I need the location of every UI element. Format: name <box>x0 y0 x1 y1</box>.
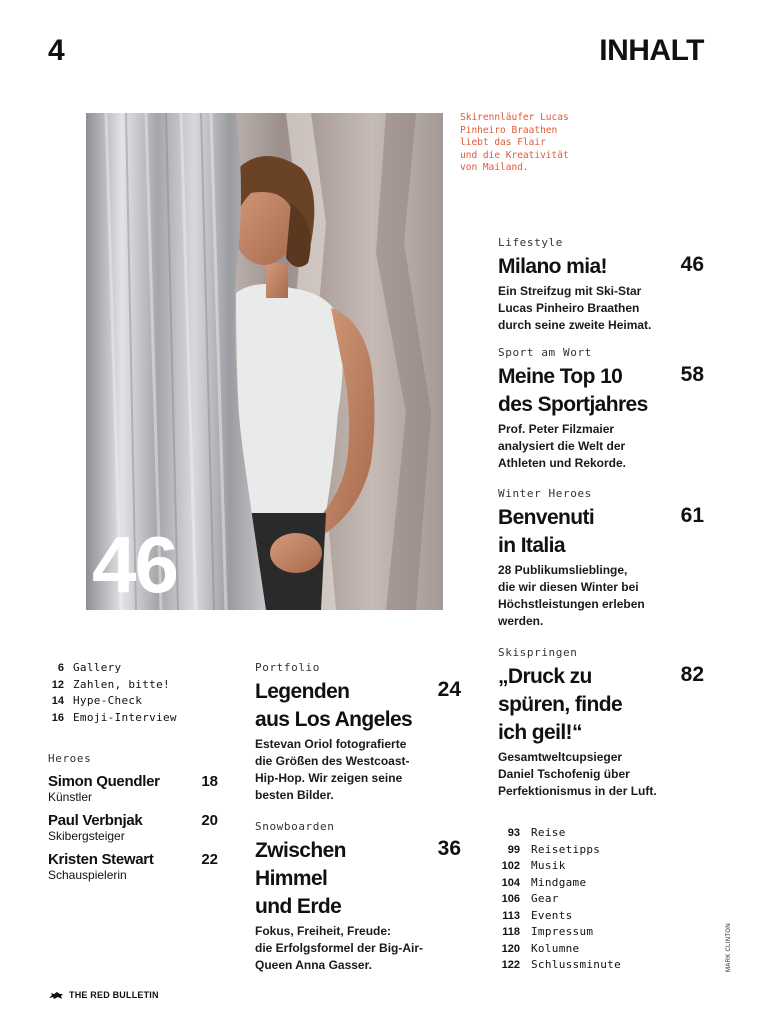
list-item-label: Gallery <box>73 661 122 674</box>
article-headline: ich geil!“ <box>498 721 582 744</box>
caption-line: Pinheiro Braathen <box>460 124 558 136</box>
list-item[interactable] <box>498 825 621 842</box>
article-headline: des Sportjahres <box>498 393 648 416</box>
caption-line: Skirennläufer Lucas <box>460 112 569 123</box>
article-desc-line: besten Bilder. <box>255 788 334 802</box>
article-headline: und Erde <box>255 895 342 918</box>
article-page-number: 36 <box>437 837 461 860</box>
article-kicker: Lifestyle <box>498 236 564 249</box>
article-lifestyle[interactable] <box>498 236 708 334</box>
hero-name: Simon Quendler <box>48 773 160 790</box>
article-desc-line: Prof. Peter Filzmaier <box>498 422 615 436</box>
list-item-label: Mindgame <box>531 875 587 889</box>
list-item-label: Reise <box>531 826 566 839</box>
article-desc-line: Fokus, Freiheit, Freude: <box>255 924 392 938</box>
article-desc-line: 28 Publikumslieblinge, <box>498 563 628 577</box>
hero-item[interactable] <box>48 773 218 804</box>
article-kicker: Sport am Wort <box>498 346 592 359</box>
hero-item[interactable] <box>48 851 218 882</box>
list-item-number: 120 <box>501 942 520 955</box>
article-kicker: Portfolio <box>255 661 321 674</box>
article-headline: „Druck zu <box>498 665 592 688</box>
article-desc-line: die Größen des Westcoast- <box>255 754 410 768</box>
list-item-label: Emoji-Interview <box>73 710 177 724</box>
hero-page-number: 22 <box>201 851 218 868</box>
article-headline: Legenden <box>255 680 350 703</box>
photo-credit-text: MARK CLINTON <box>726 923 732 972</box>
list-item-number: 16 <box>51 711 64 724</box>
list-item-number: 93 <box>507 827 520 839</box>
article-desc-line: Estevan Oriol fotografierte <box>255 737 407 751</box>
article-desc-line: analysiert die Welt der <box>498 439 626 453</box>
caption-line: liebt das Flair <box>460 137 546 148</box>
article-headline: in Italia <box>498 534 565 557</box>
article-desc-line: die Erfolgsformel der Big-Air- <box>255 941 424 955</box>
hero-role: Schauspielerin <box>48 868 127 882</box>
photo-page-number: 46 <box>92 520 177 609</box>
hero-name: Kristen Stewart <box>48 851 154 868</box>
caption-line: von Mailand. <box>460 162 529 173</box>
photo-caption <box>460 112 600 175</box>
hero-page-number: 20 <box>201 812 218 829</box>
section-title: INHALT <box>599 34 704 67</box>
article-skispringen[interactable] <box>498 646 708 800</box>
hero-role: Künstler <box>48 790 93 804</box>
article-desc-line: die wir diesen Winter bei <box>498 580 639 594</box>
heroes-kicker: Heroes <box>48 752 92 765</box>
article-desc-line: Perfektionismus in der Luft. <box>498 784 657 798</box>
article-snowboarden[interactable] <box>255 820 465 974</box>
departments-list <box>48 660 177 726</box>
article-desc-line: werden. <box>498 614 544 628</box>
list-item[interactable] <box>48 677 177 694</box>
list-item-label: Gear <box>531 892 559 905</box>
list-item-number: 104 <box>501 876 520 889</box>
article-kicker: Skispringen <box>498 646 578 659</box>
hero-item[interactable] <box>48 812 218 843</box>
list-item[interactable] <box>498 842 621 859</box>
list-item-label: Impressum <box>531 925 594 938</box>
hero-role: Skibergsteiger <box>48 829 125 843</box>
article-kicker: Snowboarden <box>255 820 335 833</box>
article-headline: aus Los Angeles <box>255 708 413 731</box>
article-sport-am-wort[interactable] <box>498 346 708 472</box>
footer-brand <box>48 990 159 1000</box>
list-item[interactable] <box>498 924 621 941</box>
article-desc-line: durch seine zweite Heimat. <box>498 318 652 332</box>
list-item-number: 106 <box>501 893 520 905</box>
article-portfolio[interactable] <box>255 661 465 804</box>
list-item[interactable] <box>498 941 621 958</box>
article-headline: spüren, finde <box>498 693 623 716</box>
article-kicker: Winter Heroes <box>498 487 592 500</box>
list-item-label: Reisetipps <box>531 842 601 856</box>
list-item-number: 113 <box>502 909 520 922</box>
article-headline: Milano mia! <box>498 255 607 278</box>
list-item-number: 118 <box>502 926 520 938</box>
list-item-number: 122 <box>501 959 520 971</box>
list-item[interactable] <box>48 693 177 710</box>
list-item-label: Musik <box>531 859 566 872</box>
list-item-number: 99 <box>507 843 520 856</box>
list-item-number: 102 <box>501 860 520 872</box>
sections-list <box>498 825 621 974</box>
list-item[interactable] <box>498 957 621 974</box>
article-headline: Zwischen <box>255 839 346 862</box>
list-item[interactable] <box>498 875 621 892</box>
list-item[interactable] <box>48 710 177 727</box>
hero-name: Paul Verbnjak <box>48 812 143 829</box>
list-item-label: Hype-Check <box>73 694 143 707</box>
article-page-number: 24 <box>437 678 461 701</box>
article-page-number: 58 <box>680 363 704 386</box>
list-item-label: Zahlen, bitte! <box>73 677 170 691</box>
photo-credit <box>726 910 738 972</box>
article-page-number: 46 <box>680 253 704 276</box>
article-headline: Himmel <box>255 867 328 890</box>
article-headline: Meine Top 10 <box>498 365 623 388</box>
article-desc-line: Gesamtweltcupsieger <box>498 750 623 764</box>
article-desc-line: Lucas Pinheiro Braathen <box>498 301 640 315</box>
list-item[interactable] <box>498 908 621 925</box>
caption-line: und die Kreativität <box>460 149 569 161</box>
article-page-number: 82 <box>680 663 704 686</box>
article-headline: Benvenuti <box>498 506 595 529</box>
list-item[interactable] <box>498 891 621 908</box>
page-number: 4 <box>48 34 65 67</box>
article-desc-line: Hip-Hop. Wir zeigen seine <box>255 771 403 785</box>
article-desc-line: Höchstleistungen erleben <box>498 597 645 611</box>
article-desc-line: Daniel Tschofenig über <box>498 767 630 781</box>
article-desc-line: Queen Anna Gasser. <box>255 958 372 972</box>
article-winter-heroes[interactable] <box>498 487 708 630</box>
article-page-number: 61 <box>680 504 704 527</box>
footer-brand-name: THE RED BULLETIN <box>69 990 159 1000</box>
hero-page-number: 18 <box>201 773 218 790</box>
list-item[interactable] <box>48 660 177 677</box>
list-item-label: Kolumne <box>531 941 580 955</box>
list-item[interactable] <box>498 858 621 875</box>
article-desc-line: Ein Streifzug mit Ski-Star <box>498 284 642 298</box>
article-desc-line: Athleten und Rekorde. <box>498 456 627 470</box>
heroes-section <box>48 752 218 882</box>
list-item-number: 14 <box>51 695 64 707</box>
list-item-number: 12 <box>51 678 64 691</box>
list-item-number: 6 <box>57 662 64 674</box>
list-item-label: Schlussminute <box>531 958 621 971</box>
list-item-label: Events <box>531 908 573 922</box>
red-bull-logo-icon <box>48 991 64 1000</box>
